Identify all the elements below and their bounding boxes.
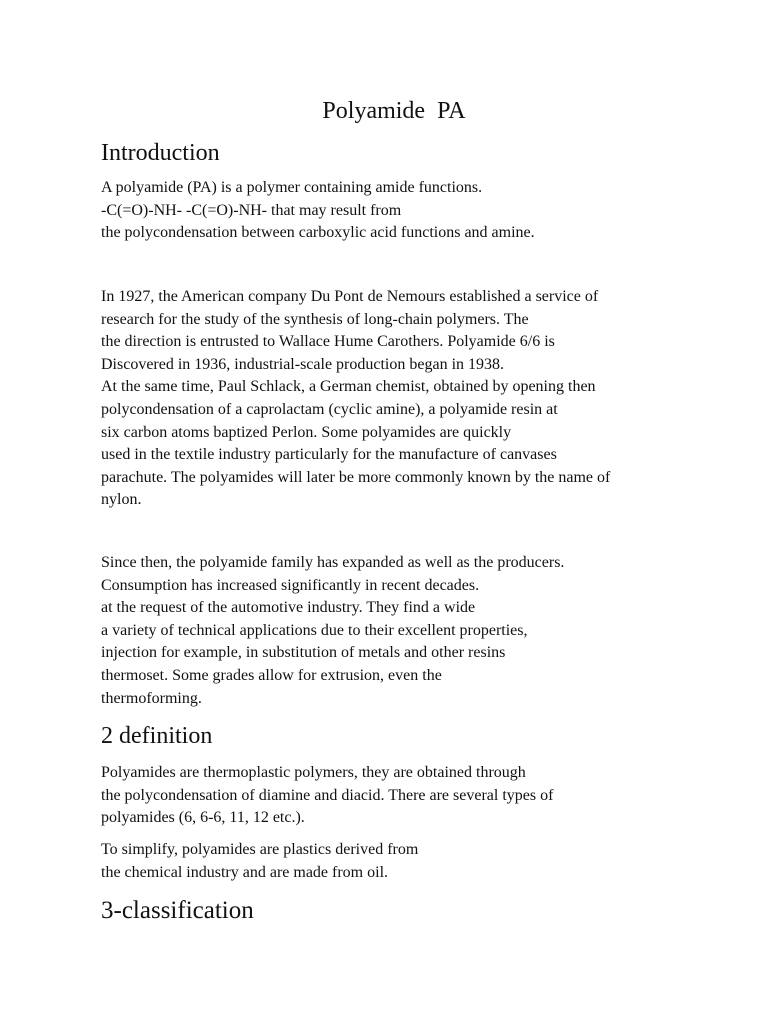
paragraph-line: injection for example, in substitution of metals and other resins (101, 644, 506, 662)
paragraph-line: Consumption has increased significantly in recent decades. (101, 576, 480, 594)
definition-paragraph-2 (101, 839, 741, 884)
document-title: Polyamide PA (322, 98, 466, 124)
section-heading-definition: 2 definition (101, 723, 213, 749)
paragraph-line: Discovered in 1936, industrial-scale production began in 1938. (101, 355, 505, 373)
paragraph-line: nylon. (101, 491, 142, 509)
paragraph-line: the direction is entrusted to Wallace Hume Carothers. Polyamide 6/6 is (101, 333, 555, 351)
paragraph-line: At the same time, Paul Schlack, a German chemist, obtained by opening then (101, 378, 596, 396)
paragraph-line: Polyamides are thermoplastic polymers, they are obtained through (101, 764, 526, 781)
paragraph-line: research for the study of the synthesis of long-chain polymers. The (101, 310, 529, 328)
paragraph-line: To simplify, polyamides are plastics derived from (101, 841, 419, 858)
intro-paragraph-3 (101, 552, 741, 710)
section-heading-introduction: Introduction (101, 140, 220, 166)
paragraph-line: the polycondensation between carboxylic acid functions and amine. (101, 224, 535, 242)
paragraph-line: -C(=O)-NH- -C(=O)-NH- that may result from (101, 201, 402, 219)
paragraph-line: polycondensation of a caprolactam (cyclic amine), a polyamide resin at (101, 400, 558, 418)
paragraph-line: In 1927, the American company Du Pont de Nemours established a service of (101, 288, 599, 305)
intro-paragraph-1 (101, 177, 741, 245)
paragraph-line: six carbon atoms baptized Perlon. Some polyamides are quickly (101, 423, 512, 441)
paragraph-line: Since then, the polyamide family has expanded as well as the producers. (101, 554, 565, 571)
paragraph-line: used in the textile industry particularly for the manufacture of canvases (101, 446, 557, 464)
paragraph-line: the polycondensation of diamine and diacid. There are several types of (101, 786, 554, 804)
paragraph-line: polyamides (6, 6-6, 11, 12 etc.). (101, 809, 305, 827)
intro-paragraph-2 (101, 286, 741, 512)
paragraph-line: the chemical industry and are made from oil. (101, 863, 389, 881)
section-heading-classification: 3-classification (101, 897, 254, 924)
definition-paragraph-1 (101, 762, 741, 830)
paragraph-line: thermoforming. (101, 689, 202, 707)
paragraph-line: parachute. The polyamides will later be more commonly known by the name of (101, 468, 611, 486)
paragraph-line: a variety of technical applications due to their excellent properties, (101, 621, 528, 639)
paragraph-line: A polyamide (PA) is a polymer containing amide functions. (101, 179, 483, 196)
paragraph-line: thermoset. Some grades allow for extrusion, even the (101, 666, 442, 684)
paragraph-line: at the request of the automotive industry. They find a wide (101, 599, 476, 617)
